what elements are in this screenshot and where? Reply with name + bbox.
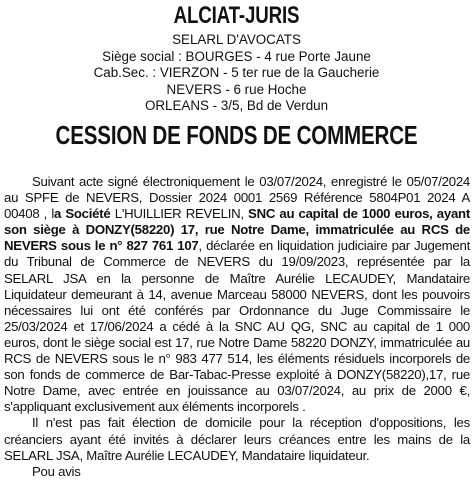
sale-text-2: L'HUILLIER REVELIN, [110,206,249,222]
firm-secondary-office: Cab.Sec. : VIERZON - 5 ter rue de la Gaucherie [93,65,380,80]
sale-text-1: Suivant acte signé électroniquement le 03/07/2024, enregistré le 05/07/2024 au SPFE de NEVERS, Dossier 2024 0001 2569 Référence 5804P01 2024 A 00408 , l [4,174,470,222]
firm-office-nevers: NEVERS - 6 rue Hoche [166,81,307,97]
notice-paragraph-sale [4,174,470,415]
firm-name: ALCIAT-JURIS [173,2,300,29]
notice-body [4,174,470,480]
sale-bold-2: SNC au capital de 1000 euros, ayant son siège à DONZY(58220) 17, rue Notre Dame, immatriculée au RCS de NEVERS sous le n° 827 761 107 [4,206,471,254]
notice-paragraph-oppositions: Il n'est pas fait élection de domicile pour la réception d'oppositions, les créanciers ayant été invités à déclarer leurs créances entre les mains de la SELARL JSA, Maître Aurélie LECAUDEY, Mandataire liquidateur. [4,415,470,463]
firm-office-orleans: ORLEANS - 3/5, Bd de Verdun [144,98,329,113]
notice-headline: CESSION DE FONDS DE COMMERCE [55,120,418,150]
sale-text-3: , déclarée en liquidation judiciaire par Jugement du Tribunal de Commerce de NEVERS du 19/09/2023, représentée par la SELARL JSA en la personne de Maître Aurélie LECAUDEY, Mandataire Liquidateur demeurant à 14, avenue Marceau 58000 NEVERS, dont les pouvoirs nécessaires lui ont été conférés par Ordonnance du Juge Commissaire le 25/03/2024 et 17/06/2024 a cédé à la SNC AU QG, SNC au capital de 1 000 euros, dont le siège social est 17, rue Notre Dame 58220 DONZY, immatriculée au RCS de NEVERS sous le n° 983 477 514, les éléments résiduels incorporels de son fonds de commerce de Bar-Tabac-Presse exploité à DONZY(58220),17, rue Notre Dame, avec entrée en jouissance au 03/07/2024, au prix de 2000 €, s'appliquant exclusivement aux éléments incorporels . [4,238,470,415]
firm-details [0,32,473,115]
firm-type: SELARL D'AVOCATS [172,32,301,47]
sale-bold-1: a Société [54,206,111,222]
firm-head-office: Siège social : BOURGES - 4 rue Porte Jaune [102,48,371,64]
notice-signoff: Pou avis [32,463,81,479]
